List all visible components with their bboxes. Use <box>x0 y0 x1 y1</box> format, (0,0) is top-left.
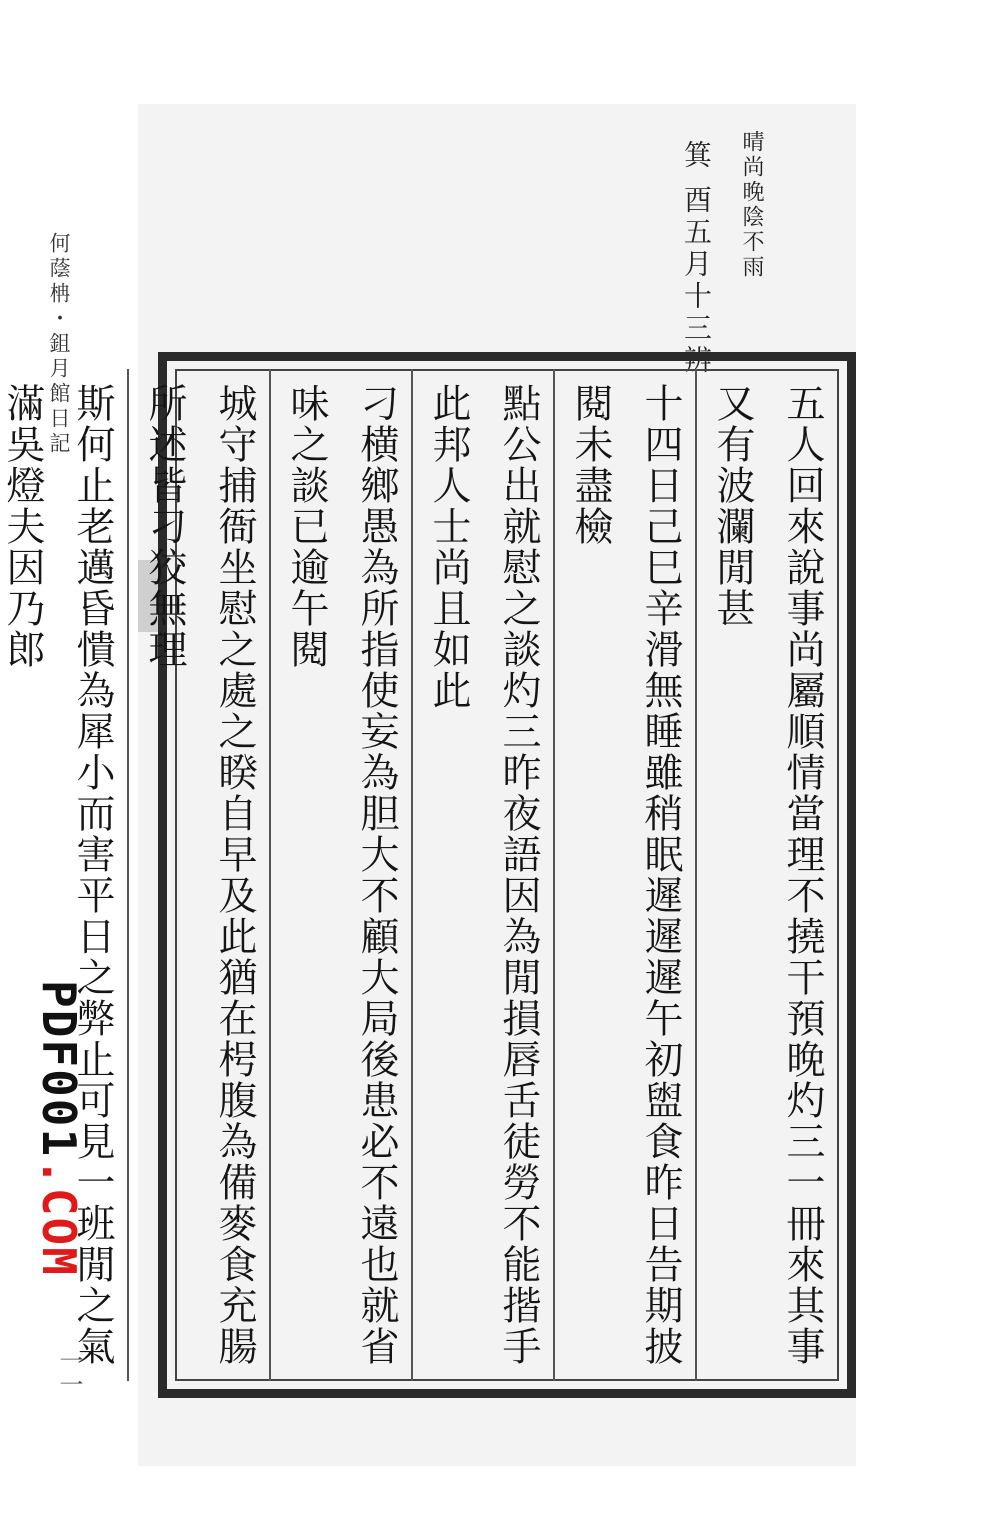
running-head: 何蔭柟・鉏月館日記 <box>47 232 71 457</box>
margin-note-date: 箕 酉五月十三辨 <box>680 140 713 377</box>
text-column: 刁横鄉愚為所指使妄為胆大不顧大局後患必不遠也就省味之談已逾午閱 <box>269 369 411 1381</box>
watermark-black-text: PDF001 <box>32 980 86 1159</box>
watermark-red-text: .COM <box>32 1158 86 1277</box>
text-column: 城守捕衙坐慰之處之睽自早及此猶在枵腹為備麥食充腸所述皆刁狡無理 <box>127 369 269 1381</box>
text-column: 點公出就慰之談灼三昨夜語因為閒損唇舌徒勞不能揩手此邦人士尚且如此 <box>411 369 553 1381</box>
margin-note-weather: 晴尚晚陰不雨 <box>739 130 764 280</box>
page-number: 一一 <box>55 1348 83 1396</box>
text-column: 五人回來說事尚屬順情當理不撓干預晚灼三一冊來其事又有波瀾閒甚 <box>695 369 837 1381</box>
text-column: 十四日己巳辛滑無睡雖稍眠遲遲遲午初盥食昨日告期披閱未盡檢 <box>553 369 695 1381</box>
text-column: 斯何止老邁昏憒為犀小而害平日之弊止可見一班閒之氣滿吳燈夫因乃郎 <box>0 369 127 1381</box>
